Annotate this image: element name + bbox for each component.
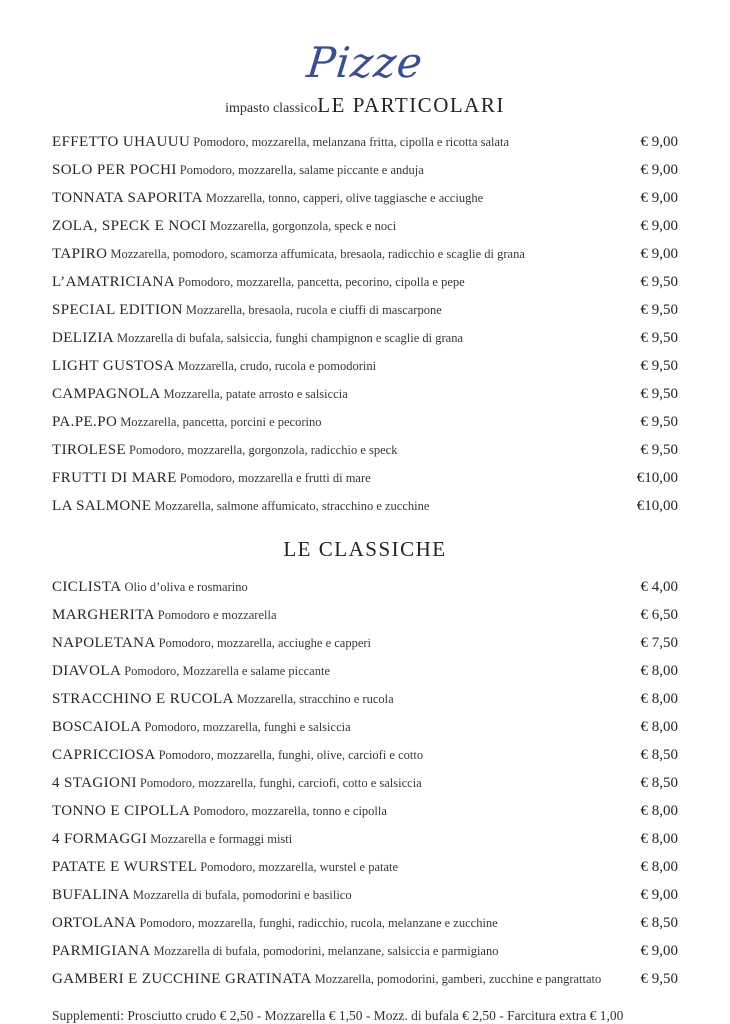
menu-item-row: [52, 184, 678, 212]
menu-item-row: [52, 769, 678, 797]
page-title: Pizze: [304, 38, 426, 87]
menu-item-text: [52, 470, 371, 486]
item-name: TONNO E CIPOLLA: [52, 803, 191, 819]
menu-item-text: [52, 246, 525, 262]
item-description: Pomodoro, mozzarella, funghi, radicchio, rucola, melanzane e zucchine: [139, 916, 498, 930]
menu-item-text: [52, 330, 463, 346]
menu-item-row: [52, 601, 678, 629]
item-name: L’AMATRICIANA: [52, 274, 175, 290]
item-price: €10,00: [636, 498, 678, 514]
menu-item-text: [52, 162, 424, 178]
item-name: TAPIRO: [52, 246, 108, 262]
menu-item-text: [52, 358, 376, 374]
item-description: Pomodoro, mozzarella, funghi, carciofi, cotto e salsiccia: [139, 776, 422, 790]
item-name: PA.PE.PO: [52, 414, 118, 430]
item-name: SPECIAL EDITION: [52, 302, 183, 318]
item-description: Mozzarella e formaggi misti: [150, 832, 293, 846]
item-price: € 9,00: [640, 190, 678, 206]
item-description: Mozzarella, bresaola, rucola e ciuffi di mascarpone: [185, 303, 442, 317]
item-name: SOLO PER POCHI: [52, 162, 177, 178]
menu-item-text: [52, 915, 498, 931]
menu-item-row: [52, 352, 678, 380]
item-price: € 9,50: [640, 274, 678, 290]
item-price: € 9,00: [640, 943, 678, 959]
menu-item-text: [52, 691, 394, 707]
menu-item-row: [52, 937, 678, 965]
menu-item-text: [52, 190, 483, 206]
supplements-note: Supplementi: Prosciutto crudo € 2,50 - Mozzarella € 1,50 - Mozz. di bufala € 2,50 - Farcitura extra € 1,00: [52, 1008, 624, 1023]
item-name: CAPRICCIOSA: [52, 747, 156, 763]
item-name: BOSCAIOLA: [52, 719, 142, 735]
menu-item-text: [52, 859, 398, 875]
item-name: LIGHT GUSTOSA: [52, 358, 175, 374]
item-description: Pomodoro, mozzarella, funghi e salsiccia: [144, 720, 351, 734]
menu-item-text: [52, 775, 422, 791]
item-name: CICLISTA: [52, 579, 122, 595]
menu-item-text: [52, 607, 277, 623]
item-price: € 8,00: [640, 831, 678, 847]
item-description: Pomodoro, mozzarella, salame piccante e anduja: [179, 163, 424, 177]
item-name: NAPOLETANA: [52, 635, 156, 651]
item-description: Mozzarella, tonno, capperi, olive taggiasche e acciughe: [205, 191, 484, 205]
menu-item-text: [52, 274, 465, 290]
menu-item-row: [52, 380, 678, 408]
item-price: € 8,00: [640, 859, 678, 875]
item-name: BUFALINA: [52, 887, 130, 903]
item-price: € 8,00: [640, 803, 678, 819]
menu-item-row: [52, 685, 678, 713]
item-name: STRACCHINO E RUCOLA: [52, 691, 234, 707]
section-pretitle: impasto classico: [225, 101, 318, 116]
menu-item-text: [52, 579, 248, 595]
item-price: € 9,50: [640, 386, 678, 402]
item-price: € 9,50: [640, 358, 678, 374]
item-name: TONNATA SAPORITA: [52, 190, 203, 206]
section-items: [52, 128, 678, 520]
menu-item-text: [52, 719, 351, 735]
menu-item-text: [52, 943, 498, 959]
item-price: € 9,50: [640, 971, 678, 987]
item-name: LA SALMONE: [52, 498, 152, 514]
item-name: GAMBERI E ZUCCHINE GRATINATA: [52, 971, 312, 987]
menu-item-text: [52, 442, 397, 458]
menu-item-row: [52, 881, 678, 909]
item-price: €10,00: [636, 470, 678, 486]
item-description: Mozzarella, crudo, rucola e pomodorini: [177, 359, 377, 373]
item-description: Pomodoro, mozzarella, gorgonzola, radicchio e speck: [129, 443, 398, 457]
section-items: [52, 573, 678, 993]
item-description: Mozzarella, pomodorini, gamberi, zucchine e pangrattato: [314, 972, 602, 986]
item-name: DIAVOLA: [52, 663, 122, 679]
menu-item-row: [52, 408, 678, 436]
item-description: Olio d’oliva e rosmarino: [124, 580, 248, 594]
menu-item-row: [52, 909, 678, 937]
item-description: Mozzarella, stracchino e rucola: [236, 692, 394, 706]
menu-item-row: [52, 324, 678, 352]
section-title: LE CLASSICHE: [283, 537, 447, 561]
item-name: FRUTTI DI MARE: [52, 470, 177, 486]
item-name: EFFETTO UHAUUU: [52, 134, 191, 150]
menu-item-row: [52, 741, 678, 769]
menu-item-text: [52, 887, 352, 903]
menu-item-text: [52, 803, 387, 819]
item-description: Mozzarella, pancetta, porcini e pecorino: [120, 415, 322, 429]
menu-item-text: [52, 635, 371, 651]
menu-item-row: [52, 797, 678, 825]
item-description: Pomodoro, mozzarella, pancetta, pecorino, cipolla e pepe: [177, 275, 465, 289]
item-price: € 6,50: [640, 607, 678, 623]
menu-item-row: [52, 156, 678, 184]
item-name: MARGHERITA: [52, 607, 155, 623]
menu-item-row: [52, 296, 678, 324]
item-name: 4 STAGIONI: [52, 775, 137, 791]
item-description: Mozzarella di bufala, pomodorini, melanzane, salsiccia e parmigiano: [153, 944, 499, 958]
item-price: € 9,00: [640, 218, 678, 234]
menu-item-row: [52, 825, 678, 853]
menu-section: [52, 536, 678, 993]
item-description: Pomodoro, Mozzarella e salame piccante: [124, 664, 331, 678]
item-name: PATATE E WURSTEL: [52, 859, 198, 875]
section-header: [52, 92, 678, 122]
menu-section: [52, 92, 678, 520]
menu-item-text: [52, 498, 429, 514]
item-description: Mozzarella, patate arrosto e salsiccia: [163, 387, 348, 401]
item-name: PARMIGIANA: [52, 943, 151, 959]
item-price: € 4,00: [640, 579, 678, 595]
item-price: € 9,50: [640, 442, 678, 458]
menu-item-row: [52, 436, 678, 464]
item-price: € 8,00: [640, 719, 678, 735]
item-price: € 8,50: [640, 747, 678, 763]
menu-item-row: [52, 268, 678, 296]
item-price: € 8,00: [640, 663, 678, 679]
menu-item-row: [52, 853, 678, 881]
item-price: € 9,00: [640, 134, 678, 150]
menu-item-row: [52, 965, 678, 993]
item-description: Mozzarella, pomodoro, scamorza affumicata, bresaola, radicchio e scaglie di grana: [110, 247, 525, 261]
menu-item-row: [52, 713, 678, 741]
section-title: LE PARTICOLARI: [317, 93, 505, 117]
menu-item-text: [52, 971, 601, 987]
menu-item-text: [52, 134, 509, 150]
menu-item-row: [52, 573, 678, 601]
menu-item-text: [52, 386, 348, 402]
item-price: € 9,00: [640, 162, 678, 178]
item-description: Pomodoro e mozzarella: [157, 608, 277, 622]
item-price: € 7,50: [640, 635, 678, 651]
menu-item-row: [52, 657, 678, 685]
item-price: € 9,00: [640, 887, 678, 903]
menu-item-row: [52, 492, 678, 520]
menu-item-row: [52, 212, 678, 240]
menu-item-text: [52, 414, 321, 430]
item-name: ORTOLANA: [52, 915, 137, 931]
item-description: Pomodoro, mozzarella, funghi, olive, carciofi e cotto: [158, 748, 424, 762]
menu-item-row: [52, 629, 678, 657]
item-description: Pomodoro, mozzarella, acciughe e capperi: [158, 636, 372, 650]
item-name: TIROLESE: [52, 442, 127, 458]
item-description: Mozzarella, salmone affumicato, stracchino e zucchine: [154, 499, 430, 513]
item-price: € 8,00: [640, 691, 678, 707]
item-price: € 9,00: [640, 246, 678, 262]
item-name: DELIZIA: [52, 330, 114, 346]
item-description: Mozzarella di bufala, pomodorini e basilico: [132, 888, 352, 902]
menu-item-row: [52, 464, 678, 492]
item-price: € 9,50: [640, 330, 678, 346]
item-name: CAMPAGNOLA: [52, 386, 161, 402]
item-name: 4 FORMAGGI: [52, 831, 148, 847]
item-description: Pomodoro, mozzarella, tonno e cipolla: [193, 804, 387, 818]
menu-item-text: [52, 663, 330, 679]
item-price: € 9,50: [640, 414, 678, 430]
menu-item-text: [52, 747, 423, 763]
item-description: Pomodoro, mozzarella, melanzana fritta, cipolla e ricotta salata: [193, 135, 510, 149]
item-description: Mozzarella di bufala, salsiccia, funghi champignon e scaglie di grana: [116, 331, 463, 345]
menu-item-text: [52, 831, 292, 847]
section-header: [52, 536, 678, 566]
menu-item-row: [52, 128, 678, 156]
menu-item-text: [52, 302, 442, 318]
menu-item-text: [52, 218, 396, 234]
item-description: Mozzarella, gorgonzola, speck e noci: [209, 219, 397, 233]
item-price: € 8,50: [640, 915, 678, 931]
item-description: Pomodoro, mozzarella, wurstel e patate: [200, 860, 399, 874]
item-price: € 9,50: [640, 302, 678, 318]
menu-sections: [52, 92, 678, 993]
item-name: ZOLA, SPECK E NOCI: [52, 218, 207, 234]
menu-item-row: [52, 240, 678, 268]
item-description: Pomodoro, mozzarella e frutti di mare: [179, 471, 371, 485]
item-price: € 8,50: [640, 775, 678, 791]
